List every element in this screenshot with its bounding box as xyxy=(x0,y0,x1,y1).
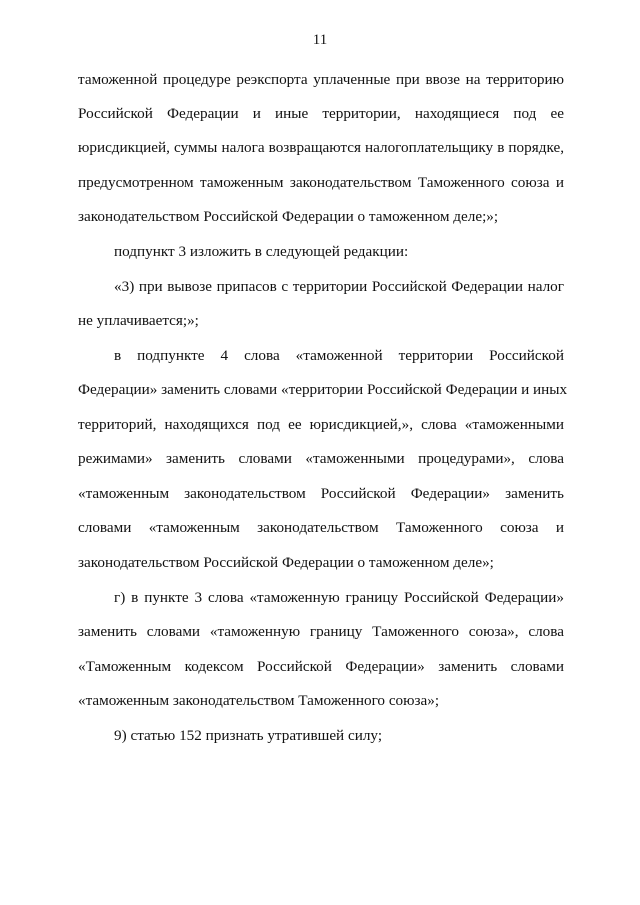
text-line: подпункт 3 изложить в следующей редакции: xyxy=(114,243,409,260)
text-line: 9) статью 152 признать утратившей силу; xyxy=(114,727,383,744)
text-line: словами «таможенным законодательством Таможенного союза и xyxy=(78,519,564,536)
text-line: Федерации» заменить словами «территории Российской Федерации и иных xyxy=(78,381,568,398)
text-line: не уплачивается;»; xyxy=(78,312,199,329)
text-line: «Таможенным кодексом Российской Федерации» заменить словами xyxy=(78,658,564,675)
text-line: законодательством Российской Федерации о таможенном деле;»; xyxy=(78,208,499,225)
text-line: в подпункте 4 слова «таможенной территории Российской xyxy=(114,347,564,364)
text-line: предусмотренном таможенным законодательством Таможенного союза и xyxy=(78,174,564,191)
text-line: режимами» заменить словами «таможенными процедурами», слова xyxy=(78,450,564,467)
text-line: таможенной процедуре реэкспорта уплаченные при ввозе на территорию xyxy=(78,71,564,88)
text-line: территорий, находящихся под ее юрисдикцией,», слова «таможенными xyxy=(78,416,564,433)
text-line: заменить словами «таможенную границу Таможенного союза», слова xyxy=(78,623,564,640)
text-line: «таможенным законодательством Российской Федерации» заменить xyxy=(78,485,564,502)
page-number: 11 xyxy=(312,32,328,48)
text-line: «3) при вывозе припасов с территории Российской Федерации налог xyxy=(114,278,564,295)
text-line: юрисдикцией, суммы налога возвращаются налогоплательщику в порядке, xyxy=(78,139,564,156)
text-line: законодательством Российской Федерации о таможенном деле»; xyxy=(78,554,494,571)
text-line: г) в пункте 3 слова «таможенную границу Российской Федерации» xyxy=(114,589,564,606)
text-line: Российской Федерации и иные территории, находящиеся под ее xyxy=(78,105,564,122)
text-line: «таможенным законодательством Таможенного союза»; xyxy=(78,692,440,709)
